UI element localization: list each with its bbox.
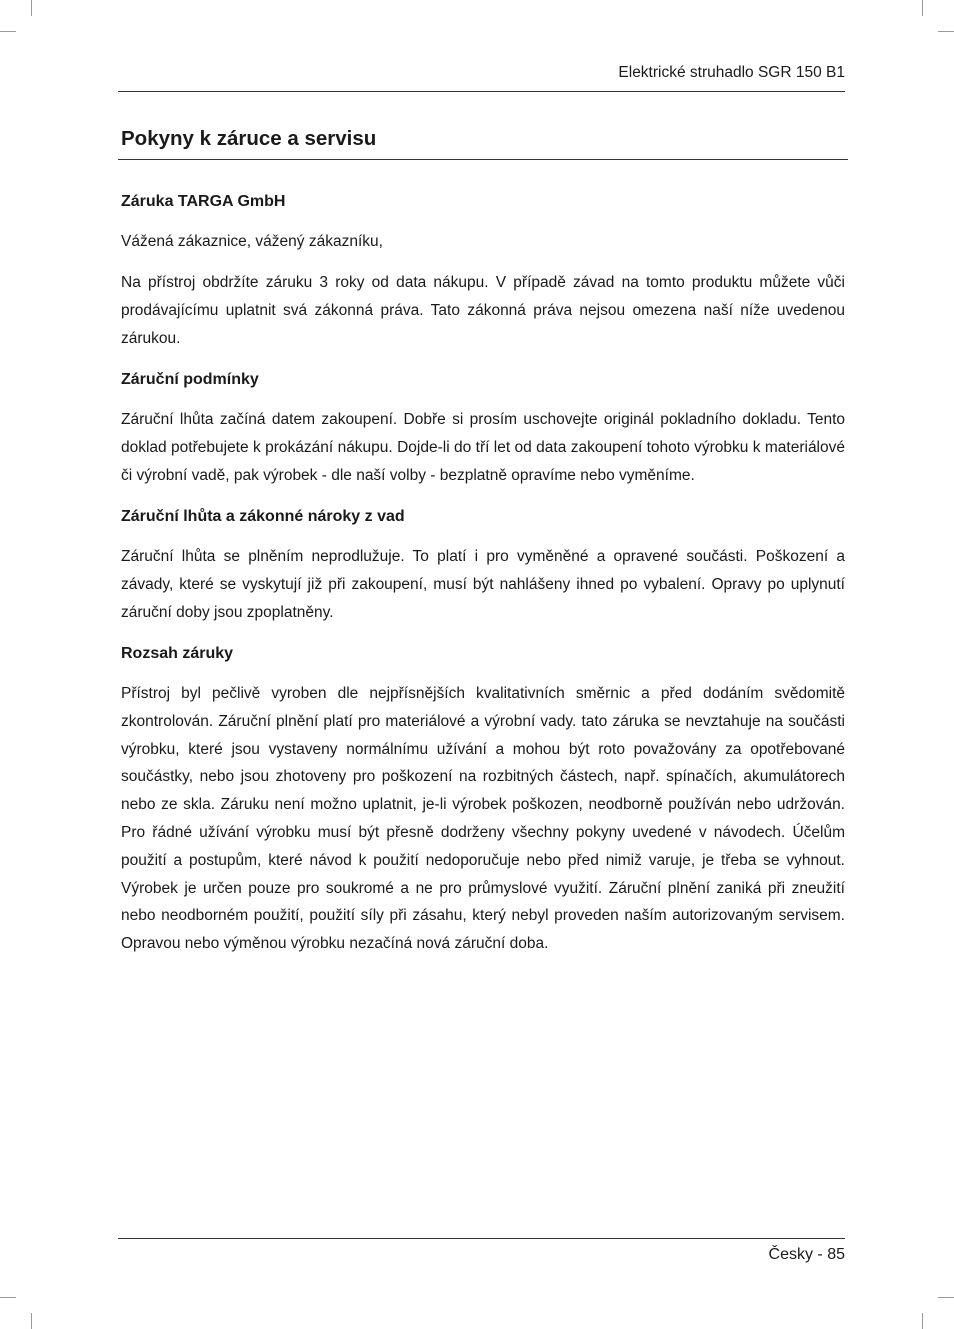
warranty-heading: Záruka TARGA GmbH	[121, 193, 286, 210]
period-paragraph: Záruční lhůta se plněním neprodlužuje. To platí i pro vyměněné a opravené součásti. Poškození a závady, které se vyskytují již při zakoupení, musí být nahlášeny ihned po vybalení. Opravy po uplynutí záruční doby jsou zpoplatněny.	[121, 548, 845, 621]
crop-mark	[0, 1297, 16, 1298]
running-header: Elektrické struhadlo SGR 150 B1	[618, 64, 845, 81]
conditions-paragraph: Záruční lhůta začíná datem zakoupení. Dobře si prosím uschovejte originál pokladního dokladu. Tento doklad potřebujete k prokázání nákupu. Dojde-li do tří let od data zakoupení tohoto výrobku k materiálové či výrobní vadě, pak výrobek - dle naší volby - bezplatně opravíme nebo vyměníme.	[121, 411, 845, 484]
title-rule	[118, 159, 848, 160]
footer-rule	[118, 1238, 845, 1239]
crop-mark	[31, 1313, 32, 1329]
page-number: Česky - 85	[768, 1246, 845, 1263]
warranty-paragraph: Na přístroj obdržíte záruku 3 roky od data nákupu. V případě závad na tomto produktu můžete vůči prodávajícímu uplatnit svá zákonná práva. Tato zákonná práva nejsou omezena naší níže uvedenou zárukou.	[121, 274, 845, 347]
header-rule	[118, 91, 845, 92]
period-heading: Záruční lhůta a zákonné nároky z vad	[121, 508, 405, 526]
crop-mark	[31, 0, 32, 16]
page-content	[121, 188, 845, 971]
scope-paragraph: Přístroj byl pečlivě vyroben dle nejpřísnějších kvalitativních směrnic a před dodáním svědomitě zkontrolován. Záruční plnění platí pro materiálové a výrobní vady. tato záruka se nevztahuje na součásti výrobku, které jsou vystaveny normálnímu užívání a mohou být roto považovány za opotřebované součástky, nebo jsou zhotoveny pro poškození na rozbitných částech, např. spínačích, akumulátorech nebo ze skla. Záruku není možno uplatnit, je-li výrobek poškozen, neodborně používán nebo udržován. Pro řádné užívání výrobku musí být přesně dodrženy všechny pokyny uvedené v návodech. Účelům použití a postupům, které návod k použití nedoporučuje nebo před nimiž varuje, je třeba se vyhnout. Výrobek je určen pouze pro soukromé a ne pro průmyslové využití. Záruční plnění zaniká při zneužití nebo neodborném použití, použití síly při zásahu, který nebyl proveden naším autorizovaným servisem. Opravou nebo výměnou výrobku nezačíná nová záruční doba.	[121, 684, 845, 953]
crop-mark	[922, 0, 923, 16]
crop-mark	[922, 1313, 923, 1329]
crop-mark	[938, 31, 954, 32]
salutation-paragraph: Vážená zákaznice, vážený zákazníku,	[121, 233, 383, 250]
crop-mark	[938, 1297, 954, 1298]
section-title: Pokyny k záruce a servisu	[121, 127, 377, 150]
conditions-heading: Záruční podmínky	[121, 371, 259, 389]
scope-heading: Rozsah záruky	[121, 644, 234, 662]
crop-mark	[0, 31, 16, 32]
